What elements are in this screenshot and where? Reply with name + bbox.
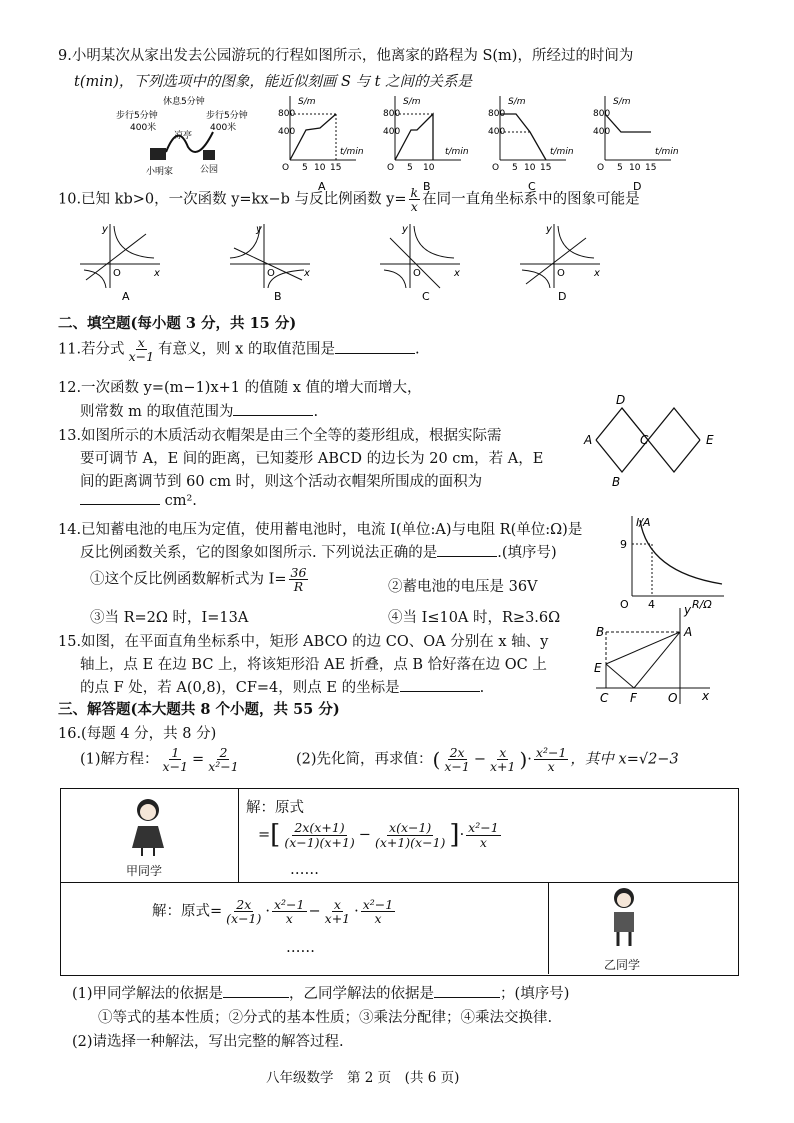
section3-heading: 三、解答题(本大题共 8 个小题，共 55 分) — [58, 701, 340, 718]
q10-graph-c — [380, 224, 460, 303]
svg-text:y: y — [402, 224, 408, 235]
svg-text:9: 9 — [620, 538, 627, 551]
q16-sub1: (1)甲同学解法的依据是 ，乙同学解法的依据是 ；(填序号) — [72, 986, 570, 1002]
q13-answer-blank[interactable] — [80, 504, 160, 505]
q14-option-2: ②蓄电池的电压是 36V — [388, 579, 538, 595]
svg-text:t/min: t/min — [340, 147, 364, 157]
svg-text:y: y — [684, 603, 692, 617]
svg-text:x: x — [454, 268, 460, 279]
svg-text:I/A: I/A — [636, 516, 651, 529]
q9-graph-d — [593, 96, 679, 193]
q14-option-1: ①这个反比例函数解析式为 I= $\frac{36}{R}$ — [90, 565, 307, 595]
svg-text:t/min: t/min — [550, 147, 574, 157]
svg-text:x: x — [702, 689, 710, 703]
q9-option-c: C — [528, 180, 536, 193]
svg-text:400: 400 — [488, 127, 506, 137]
q16-heading: 16.(每题 4 分，共 8 分) — [58, 726, 217, 742]
q9-rest-label: 休息5分钟 — [163, 97, 205, 107]
svg-text:10: 10 — [524, 163, 536, 173]
q14-graph — [612, 512, 732, 610]
svg-text:t/min: t/min — [655, 147, 679, 157]
svg-text:B: B — [612, 475, 621, 489]
q14-answer-blank[interactable] — [437, 556, 497, 557]
jia-basis-blank[interactable] — [223, 997, 289, 998]
q9-home-label: 小明家 — [146, 167, 174, 177]
q12-line2: 则常数 m 的取值范围为 . — [80, 404, 319, 420]
svg-text:R/Ω: R/Ω — [692, 598, 712, 611]
svg-text:A: A — [684, 625, 693, 639]
svg-text:O: O — [597, 163, 605, 173]
q15-line1: 15.如图，在平面直角坐标系中，矩形 ABCO 的边 CO、OA 分别在 x 轴、y — [58, 634, 549, 650]
yi-basis-blank[interactable] — [434, 997, 500, 998]
svg-text:B: B — [274, 290, 282, 303]
svg-text:400: 400 — [383, 127, 401, 137]
q9-option-b: B — [423, 180, 431, 193]
q9-park-label: 公园 — [200, 165, 219, 175]
q13-figure — [582, 394, 732, 490]
svg-text:C: C — [600, 691, 609, 705]
q13-line1: 13.如图所示的木质活动衣帽架是由三个全等的菱形组成，根据实际需 — [58, 428, 502, 444]
q13-line4: cm². — [80, 493, 197, 509]
q9-pavilion-label: 凉亭 — [174, 131, 193, 141]
girl-avatar — [128, 796, 168, 858]
svg-text:y: y — [102, 224, 108, 235]
svg-text:15: 15 — [330, 163, 342, 173]
q11-answer-blank[interactable] — [335, 353, 415, 354]
svg-text:x: x — [154, 268, 160, 279]
jia-dots: …… — [290, 862, 319, 878]
svg-text:800: 800 — [383, 109, 401, 119]
svg-text:F: F — [630, 691, 637, 705]
q9-option-a: A — [318, 180, 326, 193]
q9-figures — [108, 92, 688, 193]
svg-text:B: B — [596, 625, 605, 639]
svg-text:A: A — [584, 433, 593, 447]
svg-text:10: 10 — [629, 163, 641, 173]
q11: 11.若分式 $\frac{x}{x-1}$ 有意义，则 x 的取值范围是 . — [58, 335, 420, 365]
q9-option-d: D — [633, 180, 642, 193]
q14-option-3: ③当 R=2Ω 时，I=13A — [90, 610, 249, 626]
q10-figures — [80, 218, 600, 306]
svg-text:S/m: S/m — [613, 97, 631, 107]
q16-sub2: (2)请选择一种解法，写出完整的解答过程. — [72, 1034, 344, 1050]
q14-line2: 反比例函数关系，它的图象如图所示. 下列说法正确的是 .(填序号) — [80, 545, 557, 561]
svg-text:S/m: S/m — [508, 97, 526, 107]
q12-answer-blank[interactable] — [233, 415, 313, 416]
svg-text:O: O — [492, 163, 500, 173]
section2-heading: 二、填空题(每小题 3 分，共 15 分) — [58, 315, 297, 332]
svg-text:10: 10 — [314, 163, 326, 173]
svg-text:C: C — [640, 433, 649, 447]
q9-graph-a — [278, 96, 364, 193]
svg-text:S/m: S/m — [298, 97, 316, 107]
q16-part2: (2)先化简，再求值：( $\frac{2x}{x-1}$ − $\frac{x}{x+1}$ )· $\frac{\text{x²−1}}{x}$ ，其中 x=√2−3 — [296, 745, 679, 775]
svg-text:400: 400 — [278, 127, 296, 137]
q10-stem: 10.已知 kb>0，一次函数 y=kx−b 与反比例函数 y= $\frac{k}{x}$ 在同一直角坐标系中的图象可能是 — [58, 185, 640, 215]
q10-graph-b — [230, 224, 310, 303]
svg-text:x: x — [594, 268, 600, 279]
q9-graph-c — [488, 96, 574, 193]
jia-line1: 解：原式 — [246, 800, 304, 816]
q9-walk1-dist: 400米 — [130, 123, 157, 133]
q9-line1: 9.小明某次从家出发去公园游玩的行程如图所示，他离家的路程为 S(m)，所经过的时间为 — [58, 48, 634, 64]
svg-text:y: y — [256, 224, 262, 235]
q10-graph-a — [80, 224, 160, 303]
svg-text:15: 15 — [540, 163, 552, 173]
svg-text:O: O — [620, 598, 629, 611]
svg-text:C: C — [422, 290, 430, 303]
svg-text:800: 800 — [488, 109, 506, 119]
q9-walk1-label: 步行5分钟 — [116, 111, 158, 121]
svg-text:x: x — [304, 268, 310, 279]
svg-text:5: 5 — [512, 163, 518, 173]
svg-text:400: 400 — [593, 127, 611, 137]
q15-figure — [592, 604, 716, 708]
q13-line3: 间的距离调节到 60 cm 时，则这个活动衣帽架所围成的面积为 — [80, 474, 483, 490]
svg-text:O: O — [557, 268, 565, 279]
svg-text:O: O — [282, 163, 290, 173]
house-icon — [150, 148, 166, 160]
svg-text:5: 5 — [302, 163, 308, 173]
q9-graph-b — [383, 96, 469, 193]
svg-text:800: 800 — [593, 109, 611, 119]
boy-avatar — [606, 886, 642, 948]
q16-sub1-options: ①等式的基本性质；②分式的基本性质；③乘法分配律；④乘法交换律. — [98, 1010, 553, 1026]
q13-line2: 要可调节 A，E 间的距离，已知菱形 ABCD 的边长为 20 cm，若 A，E — [80, 451, 544, 467]
q9-walk2-label: 步行5分钟 — [206, 111, 248, 121]
jia-label: 甲同学 — [126, 864, 163, 878]
q12-line1: 12.一次函数 y=(m−1)x+1 的值随 x 值的增大而增大， — [58, 380, 422, 396]
svg-text:O: O — [113, 268, 121, 279]
svg-text:800: 800 — [278, 109, 296, 119]
q9-line2: t(min)，下列选项中的图象，能近似刻画 S 与 t 之间的关系是 — [74, 74, 473, 90]
svg-text:E: E — [706, 433, 714, 447]
yi-expression: 解：原式= $\frac{2x}{(x-1)}$ · $\frac{\text{x²−1}}{x}$ − $\frac{x}{x+1}$ · $\frac{\text{x²−1}}{x}$ — [152, 897, 394, 927]
jia-expression: =[ $\frac{2x(x+1)}{(x-1)(x+1)}$ − $\frac{x(x-1)}{(x+1)(x-1)}$ ]· $\frac{\text{x²−1}}{x}$ — [258, 820, 499, 850]
q14-option-4: ④当 I≤10A 时，R≥3.6Ω — [388, 610, 561, 626]
q16-part1: (1)解方程： $\frac{1}{x-1}$ = $\frac{2}{\text{x²−1}}$ — [80, 745, 239, 775]
q14-line1: 14.已知蓄电池的电压为定值，使用蓄电池时，电流 I(单位:A)与电阻 R(单位:Ω)是 — [58, 522, 583, 538]
svg-text:15: 15 — [645, 163, 657, 173]
svg-text:D: D — [616, 393, 626, 407]
svg-text:5: 5 — [407, 163, 413, 173]
q15-line3: 的点 F 处，若 A(0,8)，CF=4，则点 E 的坐标是 . — [80, 680, 485, 696]
svg-text:O: O — [267, 268, 275, 279]
yi-dots: …… — [286, 940, 315, 956]
page-footer: 八年级数学 第 2 页 (共 6 页) — [266, 1070, 460, 1086]
yi-label: 乙同学 — [604, 958, 641, 972]
q9-walk2-dist: 400米 — [210, 123, 237, 133]
svg-text:y: y — [546, 224, 552, 235]
svg-text:O: O — [387, 163, 395, 173]
q15-line2: 轴上，点 E 在边 BC 上，将该矩形沿 AE 折叠，点 B 恰好落在边 OC 上 — [80, 657, 547, 673]
svg-text:S/m: S/m — [403, 97, 421, 107]
q10-graph-d — [520, 224, 600, 303]
svg-text:A: A — [122, 290, 130, 303]
svg-text:O: O — [668, 691, 678, 705]
q15-answer-blank[interactable] — [400, 691, 480, 692]
svg-text:4: 4 — [648, 598, 655, 611]
svg-text:D: D — [558, 290, 567, 303]
svg-text:5: 5 — [617, 163, 623, 173]
q9-scene — [116, 95, 248, 177]
svg-text:O: O — [413, 268, 421, 279]
park-icon — [203, 150, 215, 160]
svg-text:t/min: t/min — [445, 147, 469, 157]
svg-text:E: E — [594, 661, 602, 675]
svg-text:10: 10 — [423, 163, 435, 173]
